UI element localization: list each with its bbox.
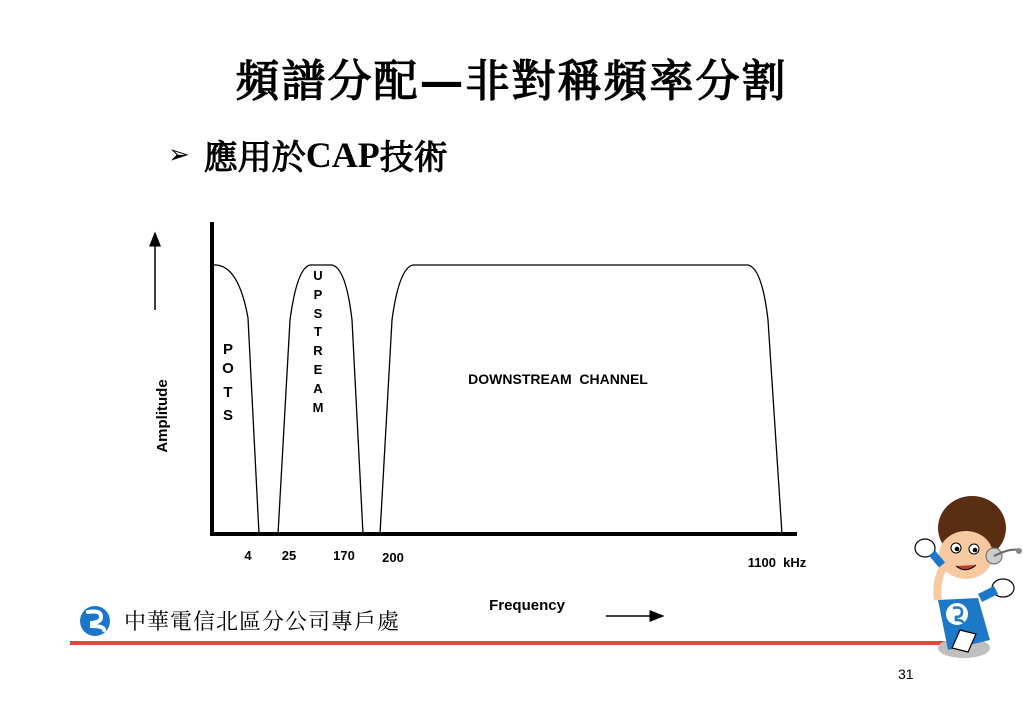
upstream-letter: R [313,343,323,358]
upstream-letter: A [313,381,323,396]
freq-tick-label: 4 [244,548,252,563]
mascot-icon [915,496,1022,658]
pots-letter: T [223,384,233,401]
upstream-letter: E [313,362,323,377]
pots-letter: S [222,407,234,424]
freq-tick-label: 1100 kHz [747,555,807,570]
downstream-band [380,265,782,534]
freq-tick-label: 25 [281,548,297,563]
upstream-letter: P [313,287,323,302]
arrow-bullet-icon: ➢ [168,139,190,170]
upstream-letter: M [312,400,324,415]
slide-title: 頻譜分配—非對稱頻率分割 [235,56,788,107]
downstream-label: DOWNSTREAM CHANNEL [468,371,648,387]
upstream-letter: T [314,324,322,339]
page-number: 31 [898,666,914,682]
freq-tick-label: 200 [382,550,404,565]
x-axis-label: Frequency [489,597,565,614]
freq-tick-label: 170 [333,548,355,563]
footer-org-name: 中華電信北區分公司專戶處 [124,610,401,635]
bullet-text-cap: CAP [305,134,380,175]
upstream-letter: U [313,268,323,283]
pots-letter: P [222,341,234,358]
pots-letter: O [222,360,234,377]
pots-band [212,265,259,534]
bullet-text-suffix: 技術 [379,138,448,178]
company-logo-icon [80,606,110,636]
y-axis-label: Amplitude [154,379,171,453]
bullet-text-zh: 應用於 [203,138,306,178]
upstream-letter: S [313,306,323,321]
